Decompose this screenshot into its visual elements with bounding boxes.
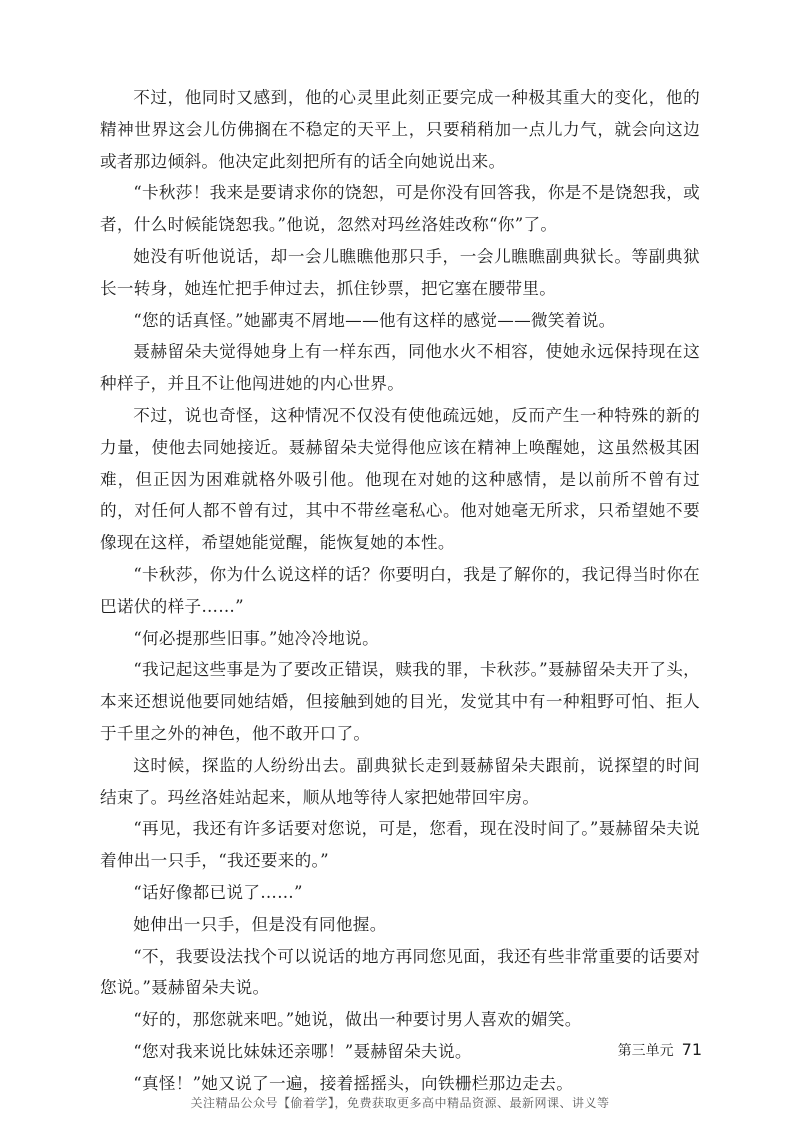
page-number: 71 (681, 1040, 702, 1059)
paragraph-14: “不，我要设法找个可以说话的地方再同您见面，我还有些非常重要的话要对您说。”聂赫留朵夫说。 (100, 946, 700, 998)
paragraph-4: “您的话真怪。”她鄙夷不屑地——他有这样的感觉——微笑着说。 (133, 310, 616, 330)
paragraph-9: “我记起这些事是为了要改正错误，赎我的罪，卡秋莎。”聂赫留朵夫开了头，本来还想说他要同她结婚，但接触到她的目光，发觉其中有一种粗野可怕、拒人于千里之外的神色，他不敢开口了。 (100, 660, 700, 743)
paragraph-1: 不过，他同时又感到，他的心灵里此刻正要完成一种极其重大的变化，他的精神世界这会儿仿佛搁在不稳定的天平上，只要稍稍加一点儿力气，就会向这边或者那边倾斜。他决定此刻把所有的话全向她说出来。 (100, 88, 700, 171)
paragraph-6: 不过，说也奇怪，这种情况不仅没有使他疏远她，反而产生一种特殊的新的力量，使他去同她接近。聂赫留朵夫觉得他应该在精神上唤醒她，这虽然极其困难，但正因为困难就格外吸引他。他现在对她的这种感情，是以前所不曾有过的，对任何人都不曾有过，其中不带丝毫私心。他对她毫无所求，只希望她不要像现在这样，希望她能觉醒，能恢复她的本性。 (100, 405, 700, 553)
paragraph-17: “真怪！”她又说了一遍，接着摇摇头，向铁栅栏那边走去。 (133, 1073, 574, 1093)
paragraph-12: “话好像都已说了……” (133, 882, 303, 902)
paragraph-3: 她没有听他说话，却一会儿瞧瞧他那只手，一会儿瞧瞧副典狱长。等副典狱长一转身，她连忙把手伸过去，抓住钞票，把它塞在腰带里。 (100, 246, 700, 298)
page-footer (618, 1040, 702, 1060)
paragraph-8: “何必提那些旧事。”她冷冷地说。 (133, 628, 379, 648)
paragraph-13: 她伸出一只手，但是没有同他握。 (133, 914, 387, 934)
page-body (100, 82, 700, 1100)
paragraph-7: “卡秋莎，你为什么说这样的话？你要明白，我是了解你的，我记得当时你在巴诺伏的样子……” (100, 564, 700, 616)
unit-label: 第三单元 (617, 1043, 674, 1059)
paragraph-5: 聂赫留朵夫觉得她身上有一样东西，同他水火不相容，使她永远保持现在这种样子，并且不让他闯进她的内心世界。 (100, 342, 700, 394)
paragraph-10: 这时候，探监的人纷纷出去。副典狱长走到聂赫留朵夫跟前，说探望的时间结束了。玛丝洛娃站起来，顺从地等待人家把她带回牢房。 (100, 755, 700, 807)
paragraph-11: “再见，我还有许多话要对您说，可是，您看，现在没时间了。”聂赫留朵夫说着伸出一只手，“我还要来的。” (100, 819, 700, 871)
paragraph-16: “您对我来说比妹妹还亲哪！”聂赫留朵夫说。 (133, 1041, 472, 1061)
paragraph-2: “卡秋莎！我来是要请求你的饶恕，可是你没有回答我，你是不是饶恕我，或者，什么时候能饶恕我。”他说，忽然对玛丝洛娃改称“你”了。 (100, 183, 700, 235)
paragraph-15: “好的，那您就来吧。”她说，做出一种要讨男人喜欢的媚笑。 (133, 1010, 582, 1030)
promo-banner: 关注精品公众号【偷着学】，免费获取更多高中精品资源、最新网课、讲义等 (190, 1096, 610, 1110)
